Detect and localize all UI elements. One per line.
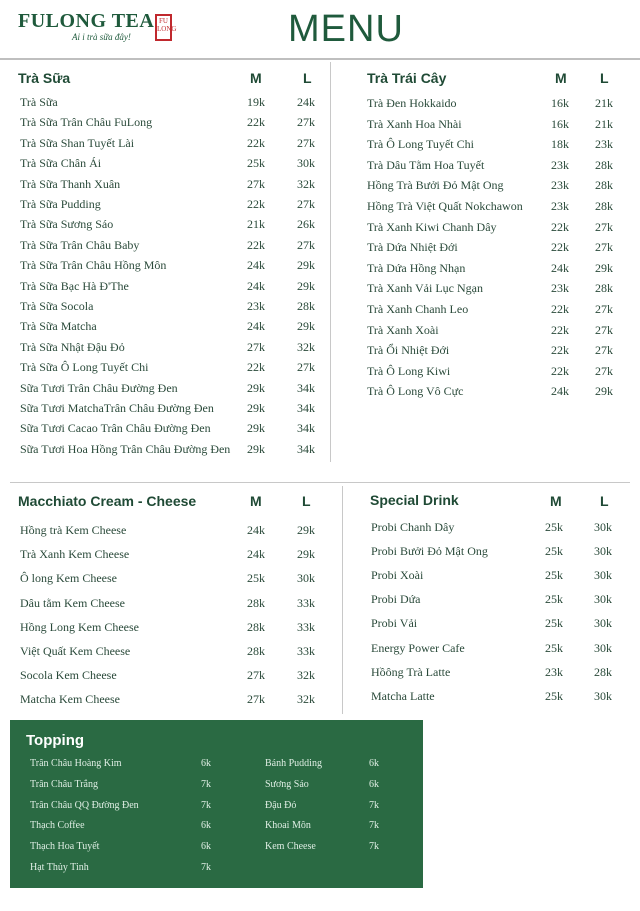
menu-item-name: Trà Dứa Hồng Nhạn	[367, 260, 466, 275]
menu-item-name: Trà Dâu Tằm Hoa Tuyết	[367, 157, 485, 172]
topping-item-name: Trân Châu QQ Đường Đen	[30, 799, 139, 811]
menu-item-name: Probi Bưởi Đỏ Mật Ong	[371, 544, 488, 559]
brand-slogan: Ai i trà sữa đây!	[72, 32, 131, 42]
price-m: 25k	[545, 640, 563, 655]
price-l: 30k	[594, 616, 612, 631]
menu-item-name: Probi Dứa	[371, 592, 421, 607]
price-m: 29k	[247, 401, 265, 415]
section-title-tra-trai-cay: Trà Trái Cây	[367, 70, 447, 86]
price-m: 16k	[551, 116, 569, 131]
price-m: 29k	[247, 421, 265, 436]
size-l-header: L	[303, 70, 312, 86]
price-m: 25k	[545, 568, 563, 583]
menu-item-name: Trà Sữa Bạc Hà Đ'The	[20, 278, 129, 293]
menu-item-name: Trà Đen Hokkaido	[367, 96, 457, 110]
size-l-header: L	[600, 70, 609, 86]
price-m: 19k	[247, 95, 265, 109]
price-l: 30k	[594, 520, 612, 534]
price-m: 27k	[247, 176, 265, 191]
price-l: 29k	[595, 384, 613, 399]
price-l: 27k	[595, 363, 613, 378]
price-l: 28k	[594, 664, 612, 679]
menu-item-name: Hồng trà Kem Cheese	[20, 523, 127, 537]
price-m: 28k	[247, 644, 265, 658]
menu-item-name: Trà Sữa Nhật Đậu Đỏ	[20, 339, 125, 354]
menu-item-name: Energy Power Cafe	[371, 640, 465, 655]
topping-item-price: 7k	[201, 799, 211, 811]
price-l: 27k	[297, 360, 315, 375]
topping-item-name: Kem Cheese	[265, 841, 316, 853]
price-m: 23k	[551, 281, 569, 296]
menu-item-name: Sữa Tươi MatchaTrân Châu Đường Đen	[20, 401, 214, 415]
column-divider-bottom	[342, 486, 343, 714]
price-m: 25k	[545, 592, 563, 607]
price-m: 27k	[247, 692, 265, 707]
topping-item-name: Bánh Pudding	[265, 758, 322, 769]
topping-item-price: 7k	[369, 820, 379, 832]
menu-item-name: Trà Xanh Hoa Nhài	[367, 116, 462, 131]
price-m: 23k	[247, 299, 265, 313]
price-l: 27k	[297, 115, 315, 130]
price-l: 34k	[297, 421, 315, 436]
price-m: 24k	[247, 547, 265, 562]
menu-item-name: Việt Quất Kem Cheese	[20, 644, 131, 658]
menu-item-name: Trà Sữa Sương Sáo	[20, 217, 114, 232]
price-m: 22k	[551, 363, 569, 378]
section-title-macchiato: Macchiato Cream - Cheese	[18, 493, 197, 509]
size-m-header: M	[250, 70, 262, 86]
topping-item-name: Đậu Đỏ	[265, 799, 297, 811]
menu-item-name: Trà Sữa Chân Ái	[20, 156, 102, 171]
price-m: 28k	[247, 619, 265, 634]
header-divider	[0, 58, 640, 60]
price-l: 32k	[297, 692, 315, 707]
price-l: 30k	[594, 688, 612, 703]
price-l: 30k	[594, 568, 612, 583]
price-l: 27k	[297, 237, 315, 252]
menu-item-name: Trà Sữa Matcha	[20, 319, 97, 334]
menu-item-name: Trà Ô Long Kiwi	[367, 363, 451, 378]
menu-item-name: Sữa Tươi Hoa Hồng Trân Châu Đường Đen	[20, 441, 231, 456]
menu-item-name: Trà Sữa Trân Châu FuLong	[20, 115, 153, 130]
price-l: 30k	[594, 544, 612, 559]
price-l: 27k	[297, 135, 315, 150]
topping-item-price: 6k	[369, 778, 379, 790]
price-m: 24k	[551, 260, 569, 275]
price-m: 22k	[551, 302, 569, 316]
menu-item-name: Trà Ô Long Tuyết Chi	[367, 137, 474, 152]
topping-item-price: 6k	[201, 841, 211, 853]
menu-item-name: Trà Xanh Xoài	[367, 322, 439, 337]
menu-item-name: Trà Ô Long Vô Cực	[367, 384, 464, 399]
menu-item-name: Ô long Kem Cheese	[20, 571, 117, 586]
menu-item-name: Trà Dứa Nhiệt Đới	[367, 240, 458, 255]
price-l: 27k	[595, 343, 613, 358]
price-m: 22k	[551, 240, 569, 255]
menu-item-name: Trà Sữa	[20, 95, 58, 109]
price-l: 29k	[297, 278, 315, 293]
price-l: 32k	[297, 176, 315, 191]
price-l: 34k	[297, 441, 315, 456]
brand-name: FULONG TEA	[18, 10, 155, 32]
price-m: 21k	[247, 217, 265, 232]
price-l: 29k	[297, 319, 315, 334]
column-divider-top	[330, 62, 331, 462]
topping-item-price: 6k	[369, 758, 379, 769]
price-m: 18k	[551, 137, 569, 152]
menu-item-name: Trà Sữa Socola	[20, 299, 94, 313]
price-m: 27k	[247, 668, 265, 683]
price-l: 29k	[297, 523, 315, 537]
price-l: 28k	[595, 178, 613, 193]
price-l: 32k	[297, 668, 315, 683]
menu-item-name: Probi Xoài	[371, 568, 424, 583]
size-l-header: L	[600, 493, 609, 509]
menu-item-name: Hồng Long Kem Cheese	[20, 619, 139, 634]
section-title-topping: Topping	[26, 732, 85, 749]
menu-item-name: Trà Xanh Vải Lục Ngạn	[367, 281, 483, 296]
price-m: 22k	[247, 197, 265, 211]
price-m: 22k	[551, 322, 569, 337]
menu-item-name: Sữa Tươi Cacao Trân Châu Đường Đen	[20, 421, 211, 436]
menu-item-name: Matcha Latte	[371, 688, 435, 703]
price-l: 34k	[297, 401, 315, 415]
menu-item-name: Hồng Trà Việt Quất Nokchawon	[367, 199, 523, 213]
price-m: 25k	[545, 520, 563, 534]
price-l: 28k	[595, 281, 613, 296]
topping-item-name: Hạt Thủy Tinh	[30, 862, 89, 873]
price-m: 24k	[551, 384, 569, 399]
menu-item-name: Socola Kem Cheese	[20, 668, 117, 683]
price-m: 29k	[247, 380, 265, 395]
topping-item-name: Thạch Coffee	[30, 820, 85, 832]
price-m: 23k	[551, 178, 569, 193]
price-m: 25k	[545, 544, 563, 559]
price-m: 25k	[247, 156, 265, 171]
price-m: 27k	[247, 339, 265, 354]
price-m: 22k	[247, 237, 265, 252]
price-l: 33k	[297, 619, 315, 634]
topping-item-name: Sương Sáo	[265, 778, 309, 790]
price-m: 28k	[247, 595, 265, 610]
size-m-header: M	[550, 493, 562, 509]
menu-item-name: Trà Sữa Pudding	[20, 197, 101, 211]
price-m: 22k	[247, 360, 265, 375]
menu-item-name: Trà Ổi Nhiệt Đới	[367, 343, 450, 358]
price-m: 22k	[247, 135, 265, 150]
price-l: 24k	[297, 95, 315, 109]
price-l: 21k	[595, 116, 613, 131]
price-l: 32k	[297, 339, 315, 354]
price-m: 24k	[247, 258, 265, 273]
price-m: 23k	[551, 157, 569, 172]
brand-seal-logo: FU LONG	[155, 14, 172, 41]
topping-item-price: 7k	[369, 799, 379, 811]
price-l: 30k	[297, 571, 315, 586]
price-l: 29k	[595, 260, 613, 275]
topping-item-name: Khoai Môn	[265, 820, 311, 832]
price-m: 22k	[551, 219, 569, 234]
price-l: 27k	[595, 219, 613, 234]
menu-item-name: Trà Sữa Trân Châu Hồng Môn	[20, 258, 167, 273]
menu-title: MENU	[288, 8, 404, 50]
topping-item-price: 7k	[201, 862, 211, 873]
menu-item-name: Sữa Tươi Trân Châu Đường Đen	[20, 380, 178, 395]
price-l: 28k	[595, 157, 613, 172]
menu-item-name: Trà Xanh Chanh Leo	[367, 302, 469, 316]
topping-item-name: Trân Châu Hoàng Kim	[30, 758, 122, 769]
price-l: 33k	[297, 595, 315, 610]
price-l: 30k	[594, 592, 612, 607]
topping-item-price: 6k	[201, 820, 211, 832]
menu-item-name: Trà Sữa Ô Long Tuyết Chi	[20, 360, 149, 375]
menu-item-name: Trà Xanh Kem Cheese	[20, 547, 130, 562]
section-divider	[10, 482, 630, 483]
menu-item-name: Trà Sữa Trân Châu Baby	[20, 237, 140, 252]
menu-item-name: Trà Sữa Shan Tuyết Lài	[20, 135, 135, 150]
price-l: 34k	[297, 380, 315, 395]
price-l: 33k	[297, 644, 315, 658]
size-m-header: M	[250, 493, 262, 509]
price-m: 25k	[247, 571, 265, 586]
price-m: 23k	[545, 664, 563, 679]
price-l: 27k	[297, 197, 315, 211]
section-title-tra-sua: Trà Sữa	[18, 70, 71, 86]
menu-item-name: Trà Xanh Kiwi Chanh Dây	[367, 219, 497, 234]
menu-item-name: Trà Sữa Thanh Xuân	[20, 176, 121, 191]
price-m: 29k	[247, 441, 265, 456]
price-l: 27k	[595, 302, 613, 316]
menu-item-name: Hồông Trà Latte	[371, 664, 451, 679]
price-l: 30k	[594, 640, 612, 655]
topping-item-name: Thạch Hoa Tuyết	[30, 841, 100, 853]
menu-item-name: Matcha Kem Cheese	[20, 692, 120, 707]
price-m: 24k	[247, 278, 265, 293]
topping-item-price: 7k	[201, 778, 211, 790]
price-m: 22k	[247, 115, 265, 130]
price-l: 29k	[297, 547, 315, 562]
price-l: 30k	[297, 156, 315, 171]
price-l: 28k	[297, 299, 315, 313]
price-l: 27k	[595, 322, 613, 337]
topping-item-price: 6k	[201, 758, 211, 769]
size-l-header: L	[302, 493, 311, 509]
price-m: 22k	[551, 343, 569, 358]
menu-item-name: Probi Vải	[371, 616, 418, 631]
menu-item-name: Probi Chanh Dây	[371, 520, 455, 534]
size-m-header: M	[555, 70, 567, 86]
price-m: 24k	[247, 523, 265, 537]
price-m: 24k	[247, 319, 265, 334]
menu-item-name: Hồng Trà Bưởi Đỏ Mật Ong	[367, 178, 504, 193]
price-m: 25k	[545, 616, 563, 631]
topping-item-name: Trân Châu Trắng	[30, 778, 98, 790]
topping-item-price: 7k	[369, 841, 379, 853]
menu-item-name: Dâu tằm Kem Cheese	[20, 595, 125, 610]
price-l: 21k	[595, 96, 613, 110]
price-l: 26k	[297, 217, 315, 232]
section-title-special: Special Drink	[370, 492, 459, 508]
price-l: 23k	[595, 137, 613, 152]
price-l: 27k	[595, 240, 613, 255]
price-l: 29k	[297, 258, 315, 273]
price-m: 16k	[551, 96, 569, 110]
price-m: 25k	[545, 688, 563, 703]
price-l: 28k	[595, 199, 613, 213]
price-m: 23k	[551, 199, 569, 213]
